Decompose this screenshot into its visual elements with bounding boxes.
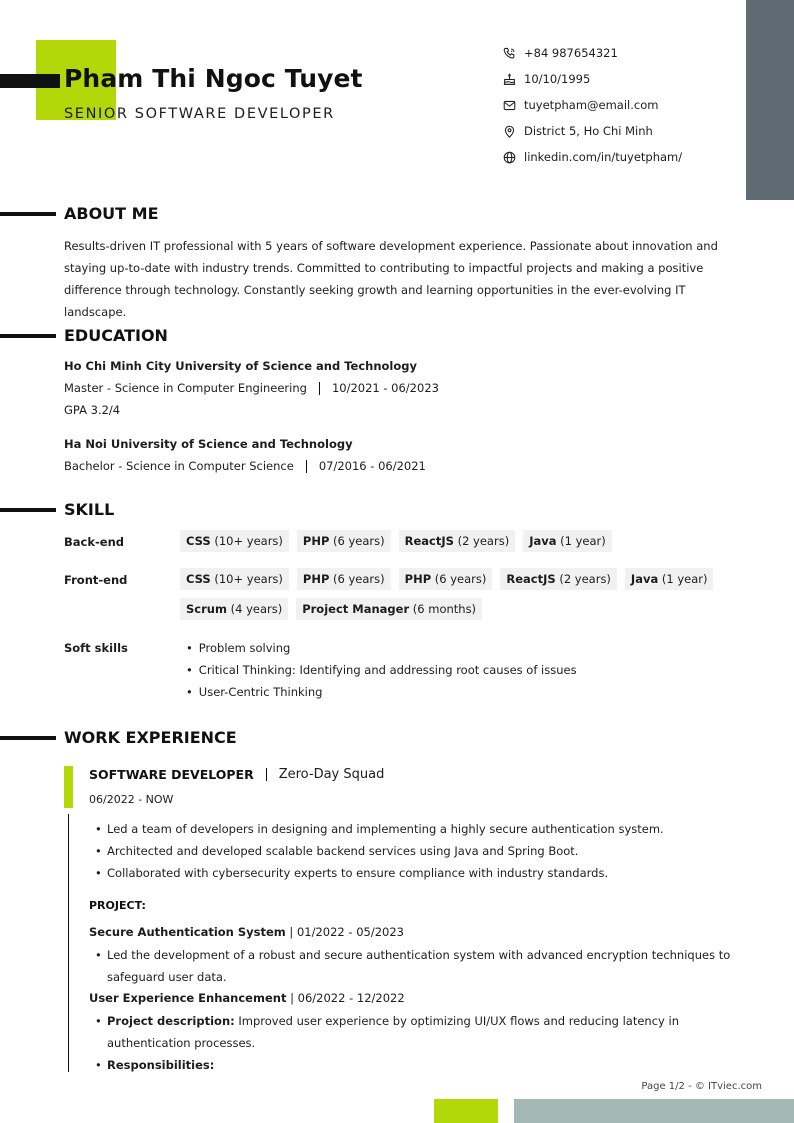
project-name: User Experience Enhancement [89,991,287,1005]
project-heading: PROJECT: [89,899,146,912]
skill-name: ReactJS [506,572,556,586]
candidate-name: Pham Thi Ngoc Tuyet [64,64,363,93]
education-degree: Master - Science in Computer Engineering [64,381,307,395]
skill-years: (2 years) [559,572,611,586]
skill-years: (2 years) [457,534,510,548]
section-bar-about [0,212,56,216]
skill-years: (10+ years) [214,534,283,548]
list-item: • Led the development of a robust and secure authentication system with advanced encryption techniques to safeguard user data. [95,944,743,988]
education-degree-line [64,377,744,399]
skill-name: CSS [186,534,211,548]
name-accent-bar [0,74,60,88]
contact-birthday-text: 10/10/1995 [524,72,591,86]
skill-chip [297,568,391,590]
contact-address-text: District 5, Ho Chi Minh [524,124,653,138]
contact-email-text: tuyetpham@email.com [524,98,659,112]
cake-icon [503,73,516,86]
education-degree-line [64,455,744,477]
contact-phone-text: +84 987654321 [524,46,618,60]
job-bullets [95,818,743,884]
list-item: • Led a team of developers in designing and implementing a highly secure authentication system. [95,818,743,840]
divider [306,460,307,473]
contact-email [503,92,682,118]
section-bar-education [0,334,56,338]
skill-years: (1 year) [560,534,606,548]
phone-icon [503,47,516,60]
skill-chip [500,568,617,590]
list-item: • Critical Thinking: Identifying and addressing root causes of issues [186,659,577,681]
skill-years: (4 years) [230,602,283,616]
footer-accent-block [434,1099,498,1123]
contact-birthday [503,66,682,92]
skill-name: CSS [186,572,211,586]
education-gpa: GPA 3.2/4 [64,403,121,417]
skill-years: (6 months) [412,602,477,616]
skill-chip [625,568,714,590]
job-timeline-line [68,814,69,1072]
education-school: Ha Noi University of Science and Technology [64,437,353,451]
education-school: Ho Chi Minh City University of Science and Technology [64,359,417,373]
skill-years: (6 years) [434,572,487,586]
skill-label-backend: Back-end [64,535,124,549]
job-header [89,767,384,782]
section-bar-work [0,736,56,740]
education-degree: Bachelor - Science in Computer Science [64,459,294,473]
skill-years: (6 years) [333,534,385,548]
skill-chip [399,568,493,590]
mail-icon [503,99,516,112]
page-footer: Page 1/2 - © ITviec.com [641,1081,762,1092]
project-desc-text: Improved user experience by optimizing UI/UX flows and reducing latency in authentication processes. [107,1014,679,1050]
skill-name: Scrum [186,602,227,616]
skill-name: Java [630,572,659,586]
skill-name: PHP [302,572,330,586]
project-desc-label: Project description: [107,1014,235,1028]
job-company: Zero-Day Squad [278,767,385,782]
project-resp-label: Responsibilities: [107,1058,215,1072]
project-bullets [95,944,743,988]
skill-years: (6 years) [333,572,385,586]
divider [266,768,267,781]
footer-gray-block [514,1099,794,1123]
education-dates: 10/2021 - 06/2023 [331,381,439,395]
project-title [89,991,405,1005]
education-item [64,433,744,477]
list-item: • Problem solving [186,637,577,659]
skill-chip [523,530,612,552]
project-bullets [95,1010,743,1076]
list-item: • User-Centric Thinking [186,681,577,703]
divider [319,382,320,395]
skill-chip [180,568,289,590]
header-side-panel [746,0,794,200]
job-dates: 06/2022 - NOW [89,793,174,806]
skill-name: Java [529,534,557,548]
skill-chip [399,530,516,552]
skill-chips-frontend [180,568,740,620]
contact-address [503,118,682,144]
list-item: • Architected and developed scalable backend services using Java and Spring Boot. [95,840,743,862]
education-item [64,355,744,421]
section-title-skill: SKILL [64,500,115,519]
job-title: SOFTWARE DEVELOPER [89,767,254,782]
skill-label-soft: Soft skills [64,641,128,655]
section-bar-skill [0,508,56,512]
soft-skill-list [186,637,577,703]
section-title-about: ABOUT ME [64,204,159,223]
contact-website [503,144,682,170]
skill-name: PHP [302,534,330,548]
project-title [89,925,404,939]
education-dates: 07/2016 - 06/2021 [318,459,426,473]
skill-years: (10+ years) [214,572,283,586]
skill-chip [296,598,482,620]
project-dates: | 01/2022 - 05/2023 [285,925,404,939]
skill-name: Project Manager [302,602,410,616]
list-item: • Collaborated with cybersecurity experts to ensure compliance with industry standards. [95,862,743,884]
skill-years: (1 year) [661,572,708,586]
skill-name: ReactJS [404,534,454,548]
list-item [95,1054,743,1076]
list-item [95,1010,743,1054]
section-title-work: WORK EXPERIENCE [64,728,237,747]
candidate-role: SENIOR SOFTWARE DEVELOPER [64,106,335,122]
contact-website-text[interactable]: linkedin.com/in/tuyetpham/ [524,150,683,164]
skill-label-frontend: Front-end [64,573,128,587]
skill-chip [297,530,391,552]
project-name: Secure Authentication System [89,925,286,939]
section-title-education: EDUCATION [64,326,168,345]
contact-phone [503,40,682,66]
skill-name: PHP [404,572,432,586]
about-text: Results-driven IT professional with 5 years of software development experience. Passionate about innovation and staying up-to-date with industry trends. Committed to contributing to impactful projects and making a positive difference through technology. Constantly seeking growth and learning opportunities in the ever-evolving IT landscape. [64,239,718,319]
contact-list [503,40,682,170]
location-pin-icon [503,125,516,138]
skill-chip [180,530,289,552]
globe-icon [503,151,516,164]
skill-chips-backend [180,530,740,552]
skill-chip [180,598,288,620]
job-accent-mark [64,766,73,808]
project-dates: | 06/2022 - 12/2022 [286,991,405,1005]
